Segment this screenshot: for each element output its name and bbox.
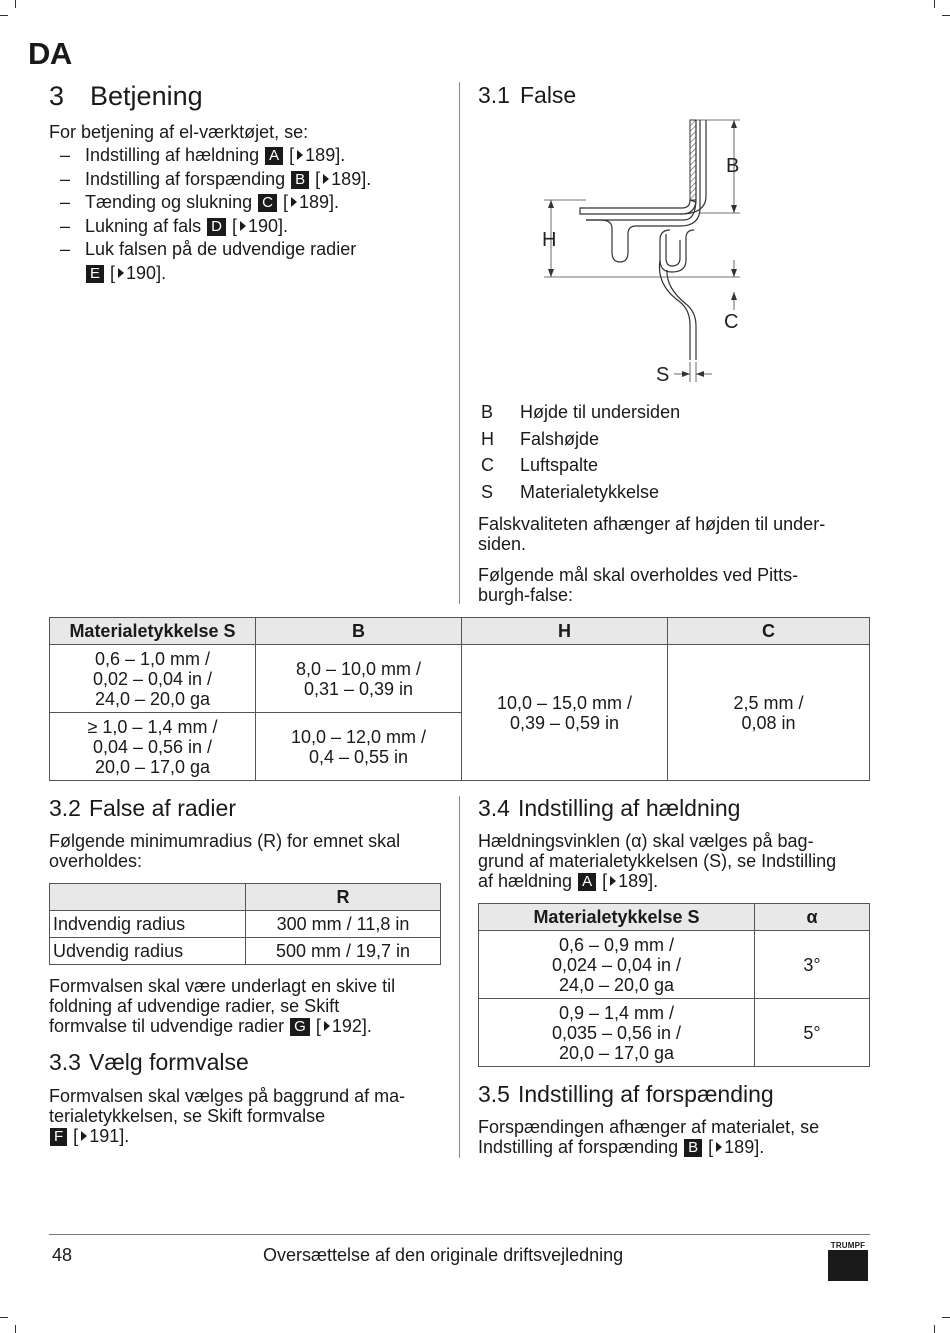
logo-text: TRUMPF [830, 1241, 866, 1250]
diagram-label-b: B [726, 155, 740, 177]
section-3-2-heading [49, 795, 236, 822]
section-3-heading [49, 81, 203, 112]
paragraph: Forspændingen afhænger af materialet, se Indstilling af forspænding B [ 189]. [478, 1117, 820, 1157]
section-title: Vælg formvalse [88, 1049, 249, 1075]
diagram-label-h: H [542, 229, 557, 251]
table-header: α [755, 904, 870, 931]
arrow-icon [291, 197, 297, 207]
page-ref-link[interactable]: 190]. [126, 262, 167, 283]
paragraph: Hældningsvinklen (α) skal vælges på bag- grund af materialetykkelsen (S), se Indstilling af hældning A [ 189]. [478, 831, 837, 891]
key-badge: B [291, 171, 309, 189]
section-number: 3.1 [478, 82, 510, 108]
section-3-intro: For betjening af el-værktøjet, se: [49, 122, 309, 142]
arrow-icon [297, 150, 303, 160]
section-title: Indstilling af forspænding [517, 1081, 774, 1107]
page-ref-link[interactable]: 191]. [89, 1126, 130, 1146]
operation-list [49, 144, 449, 285]
crop-mark [0, 15, 8, 16]
table-header [50, 884, 246, 911]
list-item: – Indstilling af hældning A [ 189]. [60, 145, 346, 165]
footer-title: Oversættelse af den originale driftsvejledning [263, 1245, 624, 1265]
page-ref-link[interactable]: 189]. [298, 192, 340, 212]
table-row [50, 645, 870, 713]
paragraph: Formvalsen skal vælges på baggrund af ma- terialetykkelsen, se Skift formvalse F [ 191]. [49, 1086, 406, 1146]
table-cell: 0,6 – 1,0 mm / 0,02 – 0,04 in / 24,0 – 20,0 ga [50, 645, 256, 713]
section-number: 3.5 [478, 1081, 510, 1107]
table-cell: 2,5 mm / 0,08 in [668, 645, 870, 781]
arrow-icon [240, 221, 246, 231]
table-header: R [246, 884, 441, 911]
section-number: 3.2 [49, 795, 81, 821]
section-title: Betjening [90, 81, 203, 111]
key-badge: G [290, 1018, 310, 1036]
arrow-icon [324, 1021, 330, 1031]
table-cell: 3° [755, 931, 870, 999]
table-cell: Indvendig radius [50, 911, 246, 938]
footer-rule [49, 1234, 870, 1235]
table-cell: 0,6 – 0,9 mm / 0,024 – 0,04 in / 24,0 – 20,0 ga [479, 931, 755, 999]
key-badge: C [258, 194, 277, 212]
list-item: – Indstilling af forspænding B [ 189]. [60, 168, 372, 189]
page-ref-link[interactable]: 189]. [305, 145, 346, 165]
table-row [50, 911, 441, 938]
list-item: – Lukning af fals D [ 190]. [60, 215, 288, 236]
table-cell: Udvendig radius [50, 938, 246, 965]
section-3-1-heading [478, 82, 576, 109]
language-tag: DA [28, 36, 72, 71]
arrow-icon [610, 876, 616, 886]
table-cell: 0,9 – 1,4 mm / 0,035 – 0,56 in / 20,0 – 17,0 ga [479, 999, 755, 1067]
sheet-section [690, 120, 696, 200]
table-cell: ≥ 1,0 – 1,4 mm / 0,04 – 0,56 in / 20,0 – 17,0 ga [50, 713, 256, 781]
key-badge: A [265, 147, 283, 165]
table-cell: 500 mm / 19,7 in [246, 938, 441, 965]
paragraph: Følgende mål skal overholdes ved Pitts- burgh-false: [478, 565, 799, 605]
table-cell: 10,0 – 15,0 mm / 0,39 – 0,59 in [462, 645, 668, 781]
list-item: – Tænding og slukning C [ 189]. [60, 192, 340, 212]
logo-block [828, 1250, 868, 1281]
diagram-label-s: S [656, 364, 670, 386]
column-divider [459, 796, 460, 1158]
section-number: 3.4 [478, 795, 510, 821]
fold-diagram [530, 110, 760, 395]
section-3-4-heading [478, 795, 740, 822]
crop-mark [942, 1317, 950, 1318]
table-cell: 8,0 – 10,0 mm / 0,31 – 0,39 in [256, 645, 462, 713]
page-ref-link[interactable]: 190]. [247, 215, 288, 236]
crop-mark [942, 15, 950, 16]
angle-table [478, 903, 870, 1067]
table-row [479, 999, 870, 1067]
legend-row: H Falshøjde [481, 429, 600, 449]
paragraph: Følgende minimumradius (R) for emnet skal overholdes: [49, 831, 401, 871]
arrow-icon [323, 174, 329, 184]
diagram-label-c: C [724, 311, 739, 333]
paragraph: Falskvaliteten afhænger af højden til under- siden. [478, 514, 826, 554]
section-title: Indstilling af hældning [517, 795, 741, 821]
page-ref-link[interactable]: 192]. [331, 1016, 372, 1036]
key-badge: F [50, 1128, 67, 1146]
column-divider [459, 82, 460, 604]
radius-table [49, 883, 441, 965]
page-number: 48 [52, 1245, 73, 1265]
arrow-icon [81, 1131, 87, 1141]
section-title: False af radier [88, 795, 236, 821]
section-3-3-heading [49, 1049, 249, 1076]
table-header: Materialetykkelse S [479, 904, 755, 931]
table-cell: 300 mm / 11,8 in [246, 911, 441, 938]
section-number: 3 [49, 81, 65, 111]
crop-mark [15, 1325, 16, 1333]
legend-row: B Højde til undersiden [481, 402, 681, 422]
arrow-icon [716, 1142, 722, 1152]
table-header: Materialetykkelse S [50, 618, 256, 645]
page-ref-link[interactable]: 189]. [724, 1137, 765, 1157]
key-badge: A [578, 873, 596, 891]
table-header: C [668, 618, 870, 645]
table-row [479, 931, 870, 999]
list-item: – Luk falsen på de udvendige radier E [ 190]. [60, 239, 357, 283]
key-badge: D [207, 218, 226, 236]
key-badge: B [684, 1139, 702, 1157]
legend-row: C Luftspalte [481, 455, 599, 475]
legend-row: S Materialetykkelse [481, 482, 660, 502]
table-row [50, 938, 441, 965]
fold-dimensions-table [49, 617, 870, 781]
crop-mark [0, 1317, 8, 1318]
table-cell: 10,0 – 12,0 mm / 0,4 – 0,55 in [256, 713, 462, 781]
section-3-5-heading [478, 1081, 774, 1108]
page-ref-link[interactable]: 189]. [331, 168, 372, 189]
key-badge: E [86, 265, 104, 283]
paragraph: Formvalsen skal være underlagt en skive til foldning af udvendige radier, se Skift formvalse til udvendige radier G [ 192]. [49, 976, 396, 1036]
section-number: 3.3 [49, 1049, 81, 1075]
section-title: False [519, 82, 577, 108]
page-ref-link[interactable]: 189]. [618, 871, 659, 891]
arrow-icon [118, 268, 124, 278]
crop-mark [15, 0, 16, 8]
table-cell: 5° [755, 999, 870, 1067]
trumpf-logo [828, 1241, 868, 1281]
table-header: B [256, 618, 462, 645]
crop-mark [934, 0, 935, 8]
table-header: H [462, 618, 668, 645]
crop-mark [934, 1325, 935, 1333]
